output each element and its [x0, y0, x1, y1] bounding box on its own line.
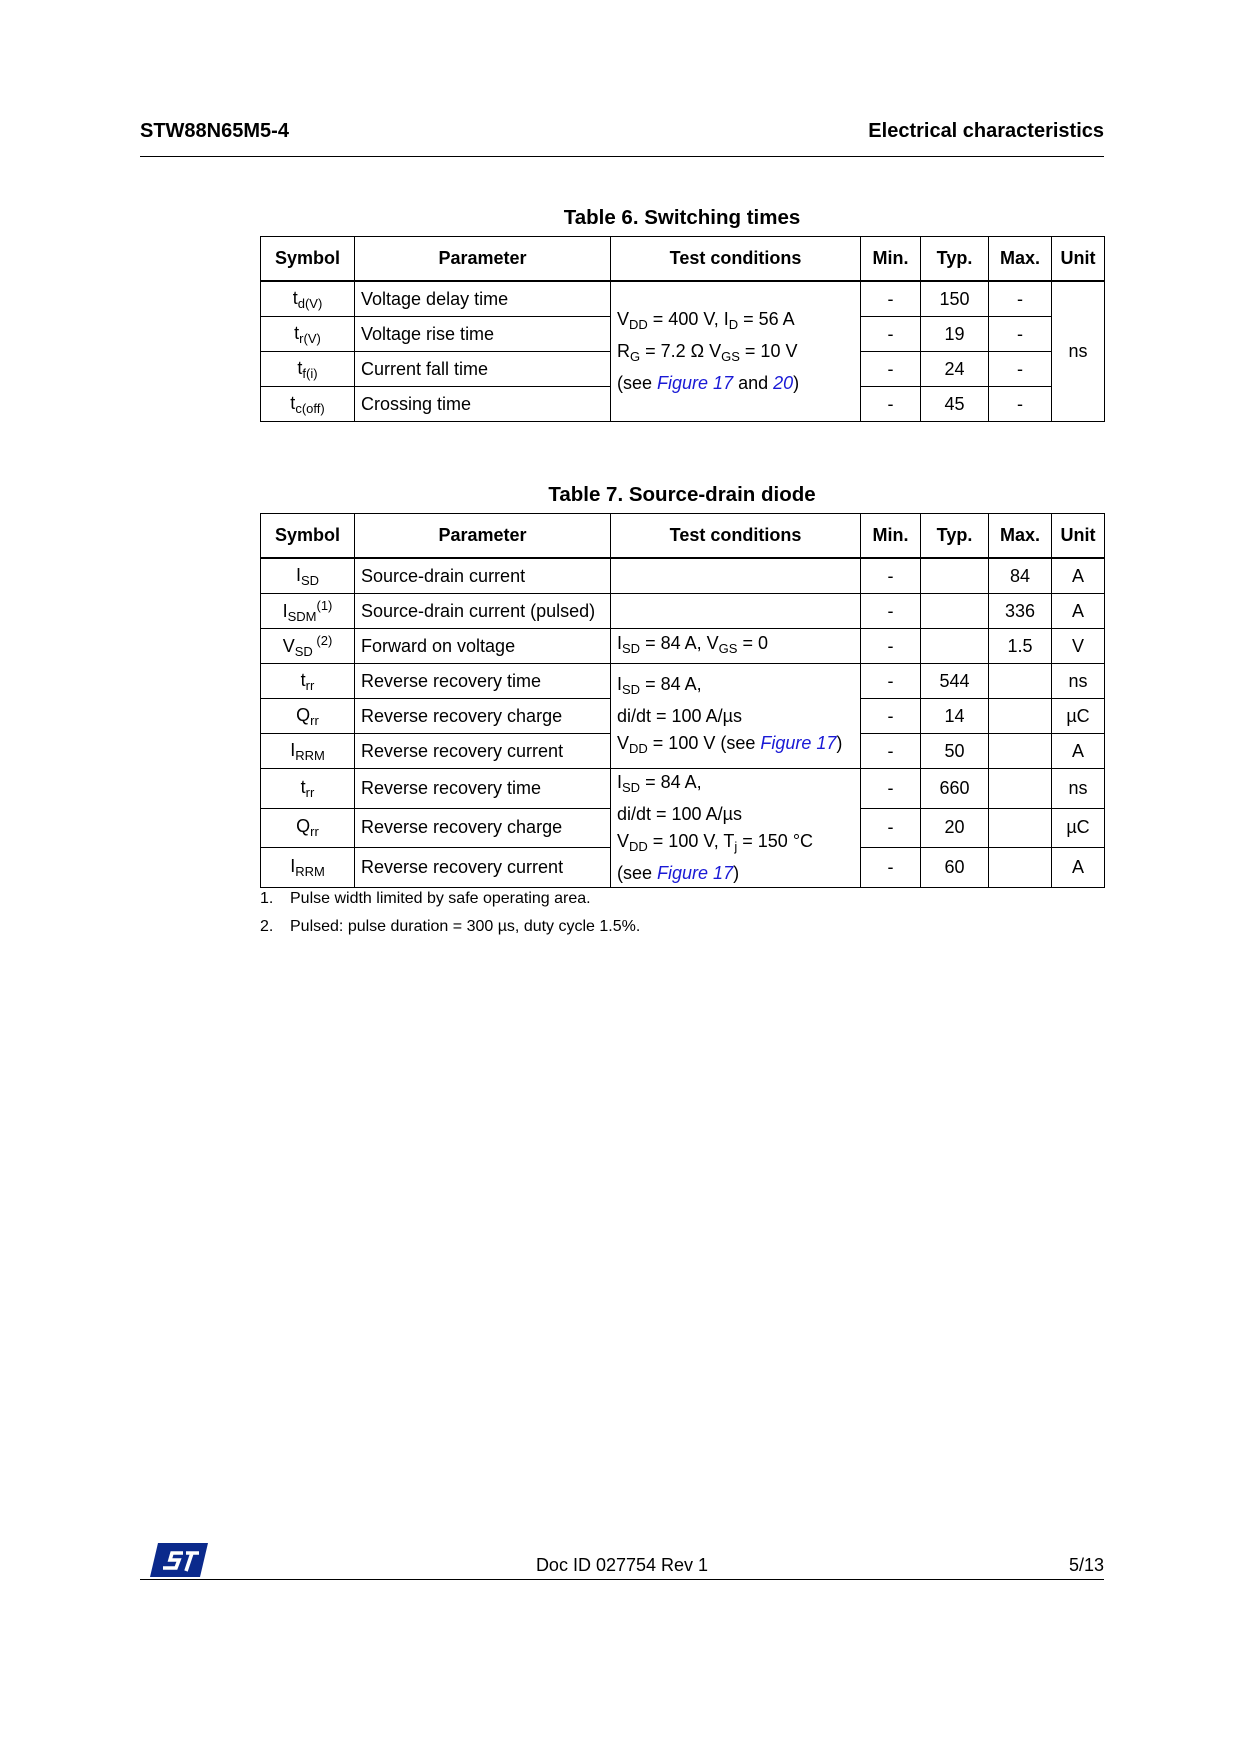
test-conditions-cell: $I_{SD} = 84$ A, di/dt = 100 A/µs $V_{DD} = 100$ V (see Figure 17) [611, 664, 861, 769]
page-footer [140, 1555, 1104, 1580]
typ-cell [921, 558, 989, 594]
table7-title: Table 7. Source-drain diode [548, 483, 816, 506]
test-conditions-cell: $I_{SD} = 84$ A, di/dt = 100 A/µs $V_{DD} = 100$ V, $T_j = 150$ °C (see Figure 17) [611, 769, 861, 888]
symbol-cell: $Q_{rr}$ [261, 808, 355, 848]
parameter-cell: Voltage rise time [355, 317, 611, 352]
part-number: STW88N65M5-4 [140, 120, 289, 142]
typ-cell: 60 [921, 848, 989, 888]
typ-cell: 50 [921, 734, 989, 769]
col-test-conditions: Test conditions [611, 514, 861, 559]
source-drain-diode-table [260, 513, 1105, 888]
symbol-cell: $t_{f(i)}$ [261, 352, 355, 387]
typ-cell [921, 629, 989, 664]
max-cell [989, 769, 1052, 809]
col-parameter: Parameter [355, 514, 611, 559]
typ-cell: 544 [921, 664, 989, 699]
col-symbol: Symbol [261, 514, 355, 559]
unit-cell: A [1052, 734, 1105, 769]
test-conditions-cell: $V_{DD} = 400$ V, $I_D = 56$ A $R_G = 7.2$ Ω $V_{GS} = 10$ V (see Figure 17 and 20) [611, 281, 861, 422]
doc-id: Doc ID 027754 Rev 1 [535, 1555, 709, 1575]
test-conditions-cell: $I_{SD} = 84$ A, $V_{GS} = 0$ [611, 629, 861, 664]
min-cell: - [861, 699, 921, 734]
test-conditions-cell [611, 594, 861, 629]
col-min: Min. [861, 514, 921, 559]
symbol-cell: $I_{RRM}$ [261, 848, 355, 888]
unit-cell: A [1052, 558, 1105, 594]
table6-title: Table 6. Switching times [563, 206, 801, 229]
figure-20-link[interactable]: 20 [773, 373, 794, 393]
unit-cell: ns [1052, 769, 1105, 809]
table-row [261, 281, 1105, 317]
symbol-cell: $Q_{rr}$ [261, 699, 355, 734]
col-min: Min. [861, 237, 921, 282]
parameter-cell: Source-drain current [355, 558, 611, 594]
col-unit: Unit [1052, 514, 1105, 559]
table-row [261, 769, 1105, 809]
unit-cell: A [1052, 594, 1105, 629]
min-cell: - [861, 629, 921, 664]
page-number: 5/13 [1068, 1555, 1104, 1575]
symbol-cell: $I_{RRM}$ [261, 734, 355, 769]
min-cell: - [861, 558, 921, 594]
parameter-cell: Reverse recovery current [355, 848, 611, 888]
col-max: Max. [989, 237, 1052, 282]
max-cell: - [989, 317, 1052, 352]
min-cell: - [861, 317, 921, 352]
col-parameter: Parameter [355, 237, 611, 282]
unit-cell: A [1052, 848, 1105, 888]
max-cell: - [989, 281, 1052, 317]
min-cell: - [861, 281, 921, 317]
parameter-cell: Source-drain current (pulsed) [355, 594, 611, 629]
symbol-cell: $t_{r(V)}$ [261, 317, 355, 352]
unit-cell: ns [1052, 664, 1105, 699]
min-cell: - [861, 664, 921, 699]
max-cell: 84 [989, 558, 1052, 594]
typ-cell: 19 [921, 317, 989, 352]
col-typ: Typ. [921, 237, 989, 282]
min-cell: - [861, 734, 921, 769]
typ-cell: 24 [921, 352, 989, 387]
max-cell: - [989, 387, 1052, 422]
section-title: Electrical characteristics [868, 120, 1104, 142]
typ-cell: 150 [921, 281, 989, 317]
min-cell: - [861, 387, 921, 422]
unit-cell: V [1052, 629, 1105, 664]
parameter-cell: Reverse recovery time [355, 664, 611, 699]
test-conditions-cell [611, 558, 861, 594]
min-cell: - [861, 594, 921, 629]
symbol-cell: $t_{d(V)}$ [261, 281, 355, 317]
parameter-cell: Voltage delay time [355, 281, 611, 317]
parameter-cell: Crossing time [355, 387, 611, 422]
max-cell [989, 734, 1052, 769]
parameter-cell: Reverse recovery current [355, 734, 611, 769]
min-cell: - [861, 352, 921, 387]
symbol-cell: $I_{SD}$ [261, 558, 355, 594]
unit-cell: µC [1052, 808, 1105, 848]
footnote: 1. Pulse width limited by safe operating area. [260, 890, 591, 907]
max-cell [989, 699, 1052, 734]
symbol-cell: $t_{rr}$ [261, 769, 355, 809]
col-test-conditions: Test conditions [611, 237, 861, 282]
symbol-cell: $I_{SDM}^{(1)}$ [261, 594, 355, 629]
max-cell [989, 808, 1052, 848]
table-row [261, 664, 1105, 699]
table-header-row [261, 237, 1105, 282]
typ-cell: 660 [921, 769, 989, 809]
table-row [261, 594, 1105, 629]
min-cell: - [861, 848, 921, 888]
typ-cell: 45 [921, 387, 989, 422]
footnote: 2. Pulsed: pulse duration = 300 µs, duty cycle 1.5%. [260, 918, 641, 935]
parameter-cell: Reverse recovery charge [355, 699, 611, 734]
min-cell: - [861, 808, 921, 848]
figure-17-link[interactable]: Figure 17 [657, 373, 734, 393]
symbol-cell: $t_{rr}$ [261, 664, 355, 699]
table-row [261, 629, 1105, 664]
symbol-cell: $V_{SD}$ $^{(2)}$ [261, 629, 355, 664]
parameter-cell: Reverse recovery time [355, 769, 611, 809]
footnotes [260, 890, 640, 946]
unit-cell: µC [1052, 699, 1105, 734]
col-typ: Typ. [921, 514, 989, 559]
col-unit: Unit [1052, 237, 1105, 282]
table-header-row [261, 514, 1105, 559]
switching-times-table [260, 236, 1105, 422]
typ-cell: 14 [921, 699, 989, 734]
max-cell: 1.5 [989, 629, 1052, 664]
parameter-cell: Forward on voltage [355, 629, 611, 664]
table-row [261, 558, 1105, 594]
col-symbol: Symbol [261, 237, 355, 282]
min-cell: - [861, 769, 921, 809]
typ-cell: 20 [921, 808, 989, 848]
parameter-cell: Current fall time [355, 352, 611, 387]
unit-cell: ns [1052, 281, 1105, 422]
max-cell [989, 848, 1052, 888]
typ-cell [921, 594, 989, 629]
max-cell: - [989, 352, 1052, 387]
max-cell: 336 [989, 594, 1052, 629]
symbol-cell: $t_{c(off)}$ [261, 387, 355, 422]
max-cell [989, 664, 1052, 699]
parameter-cell: Reverse recovery charge [355, 808, 611, 848]
figure-17-link[interactable]: Figure 17 [657, 863, 734, 883]
figure-17-link[interactable]: Figure 17 [760, 732, 837, 753]
page-header [140, 118, 1104, 157]
col-max: Max. [989, 514, 1052, 559]
